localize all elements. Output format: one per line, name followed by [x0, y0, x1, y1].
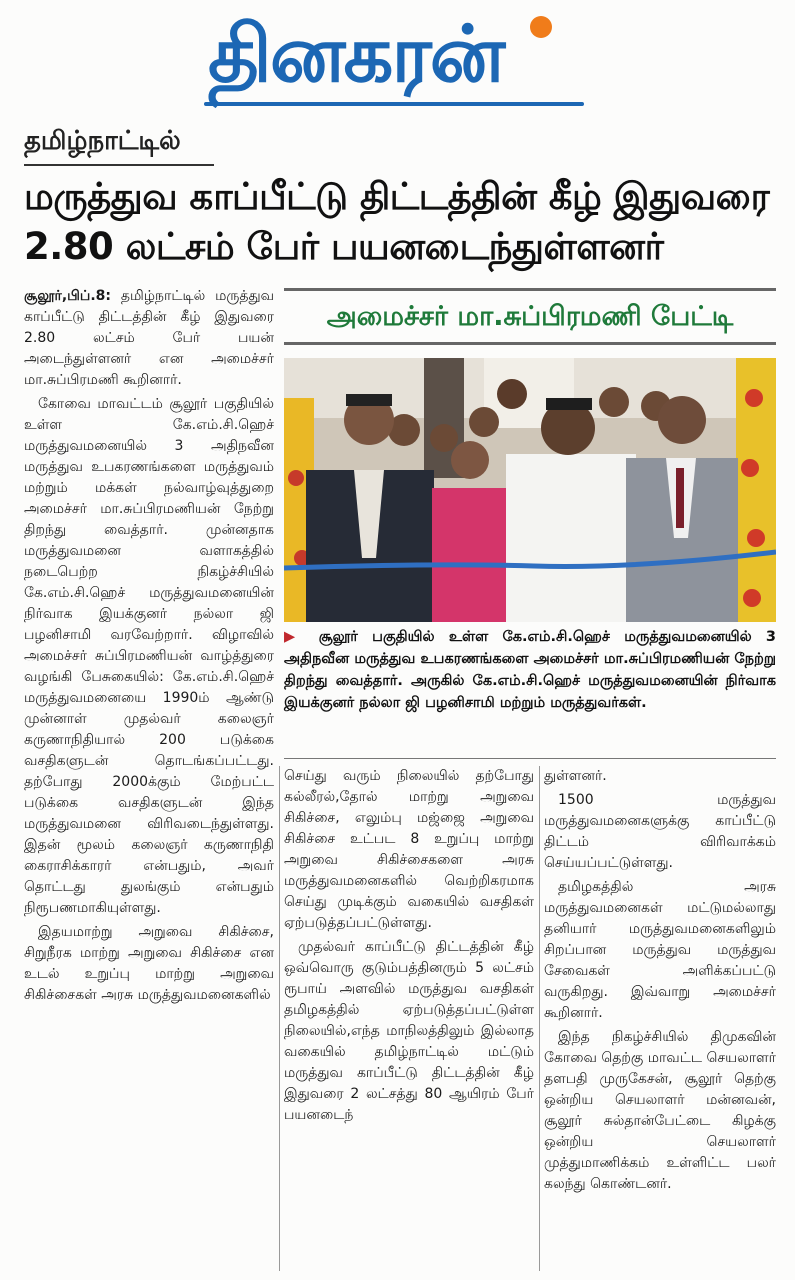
- kicker-divider: [24, 164, 214, 166]
- article-column-1: [24, 286, 274, 1276]
- caption-text: சூலூர் பகுதியில் உள்ள கே.எம்.சி.ஹெச் மருத்துவமனையில் 3 அதிநவீன மருத்துவ உபகரணங்களை அமைச்சர் மா.சுப்பிரமணியன் நேற்று திறந்து வைத்தார். அருகில் கே.எம்.சி.ஹெச் மருத்துவமனையின் நிர்வாக இயக்குனர் நல்லா ஜி பழனிசாமி மற்றும் மருத்துவர்கள்.: [284, 629, 776, 711]
- event-photo: [284, 358, 776, 622]
- subhead-rule-bottom: [284, 342, 776, 345]
- masthead-title: தினகரன்: [208, 10, 504, 100]
- article-paragraph: செய்து வரும் நிலையில் தற்போது கல்லீரல்,தோல் மாற்று அறுவை சிகிச்சை, எலும்பு மஜ்ஜை அறுவை சிகிச்சை உட்பட 8 உறுப்பு மாற்று அறுவை சிகிச்சைகளை அரசு மருத்துவமனைகளில் வெற்றிகரமாக செய்து முடிக்கும் வகையில் வசதிகள் ஏற்படுத்தப்பட்டுள்ளது.: [284, 768, 534, 931]
- article-column-3: [544, 766, 776, 1276]
- article-paragraph: முதல்வர் காப்பீட்டு திட்டத்தின் கீழ் ஒவ்வொரு குடும்பத்தினரும் 5 லட்சம் ரூபாய் அளவில் மருத்துவ வசதிகள் தமிழகத்தில் ஏற்படுத்தப்பட்டுள்ள நிலையில்,எந்த மாநிலத்திலும் இல்லாத வகையில் தமிழ்நாட்டில் மட்டும் மருத்துவ காப்பீட்டு திட்டத்தின் கீழ் இதுவரை 2 லட்சத்து 80 ஆயிரம் பேர் பயனடைந்: [284, 939, 534, 1123]
- article-paragraph: தமிழகத்தில் அரசு மருத்துவமனைகள் மட்டுமல்லாது தனியார் மருத்துவமனைகளிலும் சிறப்பான மருத்துவ மருத்துவ சேவைகள் அளிக்கப்பட்டு வருகிறது. இவ்வாறு அமைச்சர் கூறினார்.: [544, 879, 776, 1021]
- subhead-text: அமைச்சர் மா.சுப்பிரமணி பேட்டி: [326, 301, 734, 332]
- article-headline: மருத்துவ காப்பீட்டு திட்டத்தின் கீழ் இதுவரை 2.80 லட்சம் பேர் பயனடைந்துள்ளனர்: [24, 175, 770, 268]
- masthead-underline: [204, 102, 584, 106]
- subhead-banner: [284, 288, 776, 348]
- photo-caption: [284, 626, 776, 714]
- article-paragraph: கோவை மாவட்டம் சூலூர் பகுதியில் உள்ள கே.எம்.சி.ஹெச் மருத்துவமனையில் 3 அதிநவீன மருத்துவ உபகரணங்களை மருத்துவம் மற்றும் மக்கள் நல்வாழ்வுத்துறை அமைச்சர் மா.சுப்பிரமணியன் நேற்று திறந்து வைத்தார். முன்னதாக மருத்துவமனை வளாகத்தில் நடைபெற்ற நிகழ்ச்சியில் கே.எம்.சி.ஹெச் மருத்துவமனையின் நிர்வாக இயக்குனர் நல்லா ஜி பழனிசாமி வரவேற்றார். விழாவில் அமைச்சர் சுப்பிரமணியன் வாழ்த்துரை வழங்கி பேசுகையில்: கே.எம்.சி.ஹெச் மருத்துவமனையை 1990ம் ஆண்டு முன்னாள் முதல்வர் கலைஞர் கருணாநிதியால் 200 படுக்கை வசதிகளுடன் தொடங்கப்பட்டது. தற்போது 2000க்கும் மேற்பட்ட படுக்கை வசதிகளுடன் இந்த மருத்துவமனை விரிவடைந்துள்ளது. இதன் மூலம் கலைஞர் கருணாநிதி கைராசிக்காரர் என்பதும், அவர் தொட்டது துலங்கும் என்பதும் நிரூபணமாகியுள்ளது.: [24, 396, 274, 916]
- dateline: சூலூர்,பிப்.8:: [24, 288, 112, 304]
- subhead-rule-top: [284, 288, 776, 291]
- caption-arrow-icon: ▶: [284, 629, 305, 645]
- article-kicker: தமிழ்நாட்டில்: [24, 126, 181, 156]
- caption-divider: [284, 758, 776, 759]
- article-paragraph: துள்ளனர்.: [544, 768, 607, 784]
- article-column-2: [284, 766, 534, 1276]
- article-paragraph: இந்த நிகழ்ச்சியில் திமுகவின் கோவை தெற்கு மாவட்ட செயலாளர் தளபதி முருகேசன், சூலூர் தெற்கு ஒன்றிய செயலாளர் மன்னவன், சூலூர் சுல்தான்பேட்டை கிழக்கு ஒன்றிய செயலாளர் முத்துமாணிக்கம் உள்ளிட்ட பலர் கலந்து கொண்டனர்.: [544, 1029, 776, 1192]
- sun-dot-icon: [530, 16, 552, 38]
- article-paragraph: இதயமாற்று அறுவை சிகிச்சை, சிறுநீரக மாற்று அறுவை சிகிச்சை என உடல் உறுப்பு மாற்று அறுவை சிகிச்சைகள் அரசு மருத்துவமனைகளில்: [24, 924, 274, 1003]
- column-divider: [539, 766, 540, 1271]
- column-divider: [279, 766, 280, 1271]
- event-photo-illustration: [284, 358, 776, 622]
- article-paragraph: சூலூர்,பிப்.8: தமிழ்நாட்டில் மருத்துவ காப்பீட்டு திட்டத்தின் கீழ் இதுவரை 2.80 லட்சம் பேர் பயன் அடைந்துள்ளனர் என அமைச்சர் மா.சுப்பிரமணி கூறினார்.: [24, 288, 274, 388]
- masthead-logo: [200, 8, 620, 108]
- article-paragraph: 1500 மருத்துவ மருத்துவமனைகளுக்கு காப்பீட்டு திட்டம் விரிவாக்கம் செய்யப்பட்டுள்ளது.: [544, 792, 776, 871]
